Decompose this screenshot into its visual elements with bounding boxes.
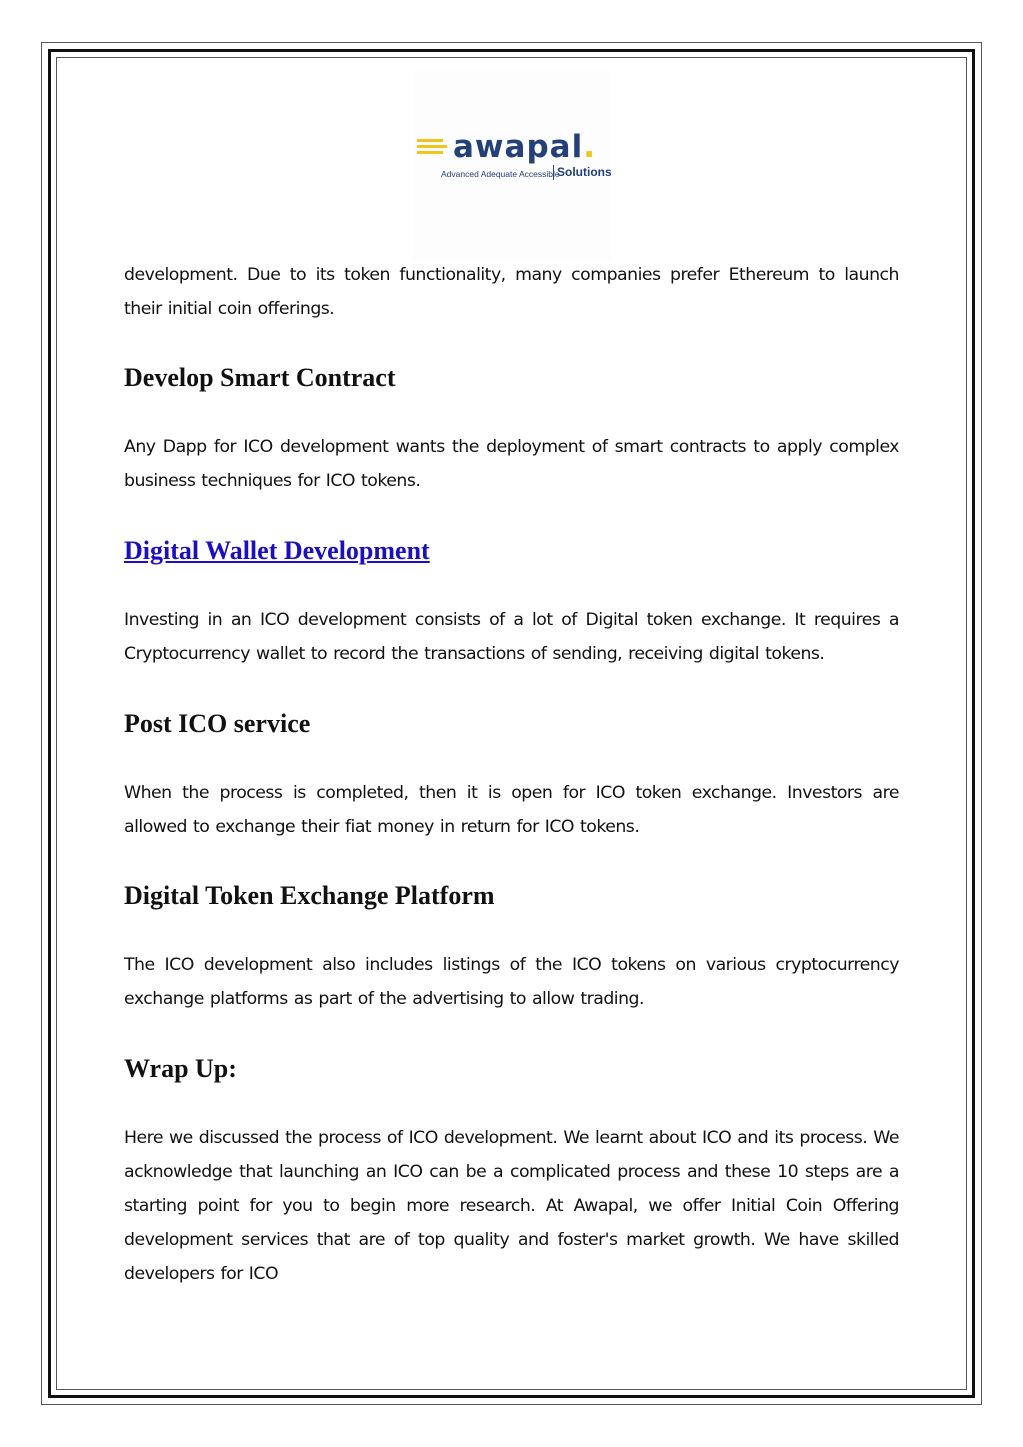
document-body bbox=[124, 258, 899, 1291]
heading-post-ico-service: Post ICO service bbox=[124, 709, 311, 738]
logo-wordmark: awapal. bbox=[453, 129, 596, 165]
paragraph-smart-contract: Any Dapp for ICO development wants the deployment of smart contracts to apply complex business techniques for ICO tokens. bbox=[124, 437, 899, 491]
heading-develop-smart-contract: Develop Smart Contract bbox=[124, 363, 396, 392]
paragraph-digital-wallet: Investing in an ICO development consists of a lot of Digital token exchange. It requires a Cryptocurrency wallet to record the transactions of sending, receiving digital tokens. bbox=[124, 610, 899, 664]
logo-solutions: Solutions bbox=[553, 165, 612, 180]
paragraph-wrap-up: Here we discussed the process of ICO development. We learnt about ICO and its process. We acknowledge that launching an ICO can be a complicated process and these 10 steps are a starting point for you to begin more research. At Awapal, we offer Initial Coin Offering development services that are of top quality and foster's market growth. We have skilled developers for ICO bbox=[124, 1128, 899, 1284]
logo-tagline: Advanced Adequate Accessible bbox=[441, 169, 560, 179]
heading-digital-token-exchange: Digital Token Exchange Platform bbox=[124, 881, 495, 910]
link-digital-wallet-development[interactable]: Digital Wallet Development bbox=[124, 536, 430, 565]
paragraph-token-exchange: The ICO development also includes listings of the ICO tokens on various cryptocurrency exchange platforms as part of the advertising to allow trading. bbox=[124, 955, 899, 1009]
paragraph-post-ico: When the process is completed, then it is open for ICO token exchange. Investors are allowed to exchange their fiat money in return for ICO tokens. bbox=[124, 783, 899, 837]
heading-wrap-up: Wrap Up: bbox=[124, 1054, 237, 1083]
logo-stripes-icon bbox=[417, 139, 451, 159]
awapal-logo bbox=[413, 70, 611, 260]
intro-paragraph: development. Due to its token functionality, many companies prefer Ethereum to launch their initial coin offerings. bbox=[124, 265, 899, 319]
